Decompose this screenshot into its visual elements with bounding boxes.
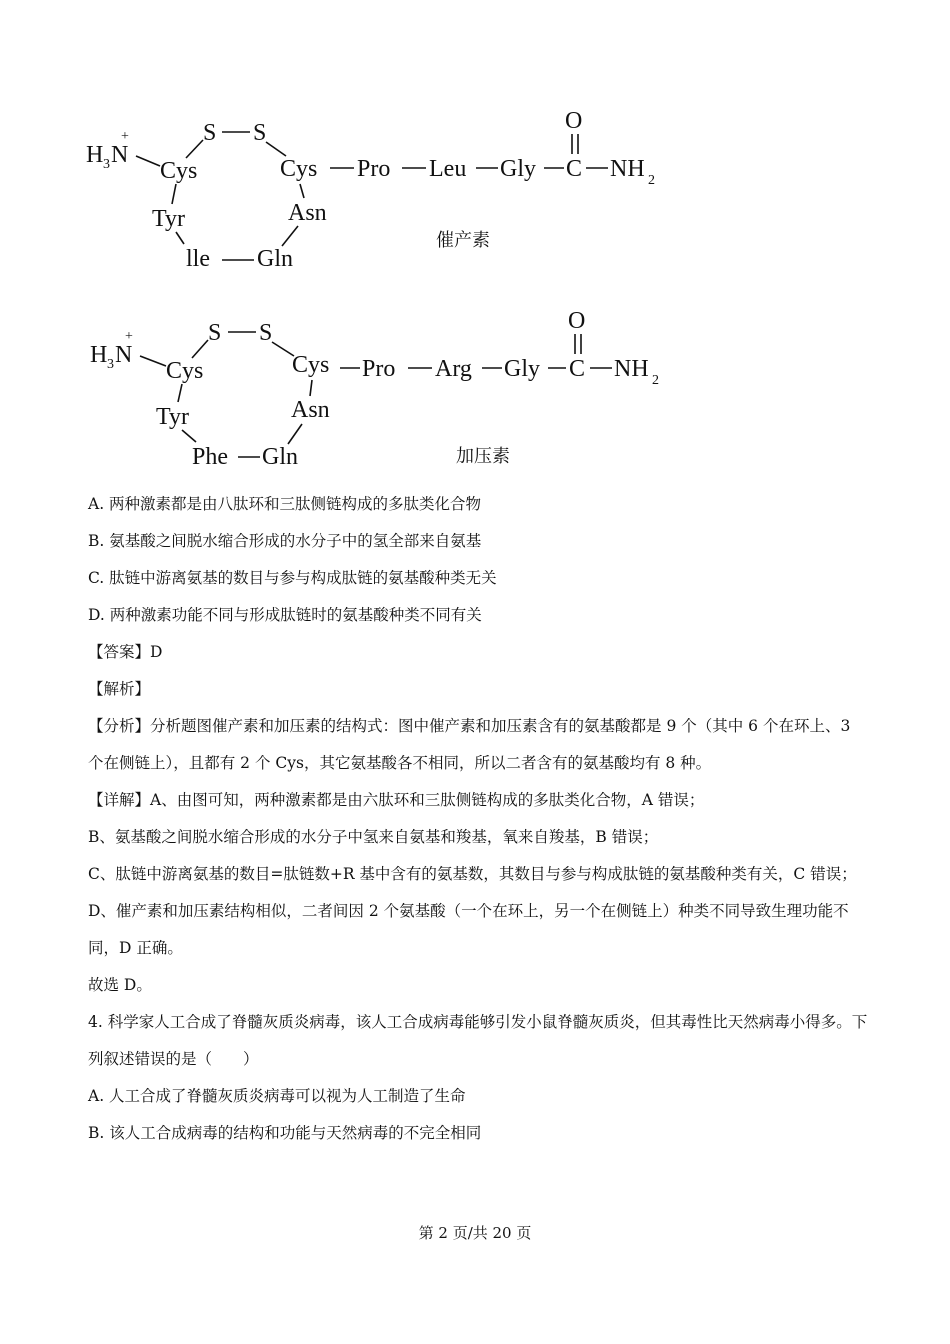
bond-asn-cys [310, 380, 312, 396]
asn-label: Asn [291, 397, 330, 423]
bond-s-cys2 [266, 142, 286, 156]
o-label: O [565, 108, 583, 134]
gln-label: Gln [262, 444, 298, 470]
s1-label: S [203, 120, 217, 146]
bond-n-cys [136, 156, 160, 166]
bond-cys-s [192, 340, 208, 358]
vasopressin-structure-diagram [0, 300, 950, 480]
detail-a-text: A、由图可知，两种激素都是由六肽环和三肽侧链构成的多肽类化合物，A 错误； [150, 791, 705, 809]
h3n-n: N [111, 142, 129, 168]
analysis-paragraph [88, 708, 868, 782]
conclusion: 故选 D。 [88, 976, 152, 994]
gln-label: Gln [257, 246, 293, 272]
answer-label: 【答案】 [88, 643, 151, 661]
oxytocin-structure-diagram [0, 100, 950, 290]
question-content [88, 486, 868, 1152]
h3n-sub: 3 [107, 357, 114, 372]
h3n-h: H [90, 342, 108, 368]
h3n-h: H [86, 142, 104, 168]
h3n-plus: + [121, 129, 129, 144]
s1-label: S [208, 320, 222, 346]
analysis-text: 分析题图催产素和加压素的结构式：图中催产素和加压素含有的氨基酸都是 9 个（其中 6 个在环上、3 个在侧链上），且都有 2 个 Cys，其它氨基酸各不相同，所以二者含有的氨基酸均有 8 种。 [88, 717, 851, 772]
pro-label: Pro [362, 356, 396, 382]
detail-a [88, 782, 868, 819]
answer-line [88, 634, 868, 671]
bond-n-cys [140, 356, 166, 366]
detail-d: D、催产素和加压素结构相似，二者间因 2 个氨基酸（一个在环上，另一个在侧链上）种类不同导致生理功能不同，D 正确。 [88, 902, 849, 957]
bond-tyr-ile [176, 232, 184, 244]
gly-label: Gly [504, 356, 540, 382]
question4-stem: 4. 科学家人工合成了脊髓灰质炎病毒，该人工合成病毒能够引发小鼠脊髓灰质炎，但其毒性比天然病毒小得多。下列叙述错误的是（ ） [88, 1013, 868, 1068]
detail-label: 【详解】 [88, 791, 151, 809]
detail-b: B、氨基酸之间脱水缩合形成的水分子中氢来自氨基和羧基，氧来自羧基，B 错误； [88, 828, 659, 846]
bond-cys-s [186, 140, 203, 158]
bond-gln-asn [282, 226, 298, 246]
ile-label: lle [186, 246, 210, 272]
tyr-label: Tyr [152, 206, 185, 232]
oxytocin-caption: 催产素 [436, 230, 490, 251]
h3n-plus: + [125, 329, 133, 344]
nh2-label: NH [614, 356, 649, 382]
c-label: C [569, 356, 586, 382]
s2-label: S [259, 320, 273, 346]
analysis-label: 【分析】 [88, 717, 151, 735]
option-a: A. 两种激素都是由八肽环和三肽侧链构成的多肽类化合物 [88, 495, 482, 513]
cys2-label: Cys [292, 352, 330, 378]
analysis-heading: 【解析】 [88, 680, 151, 698]
s2-label: S [253, 120, 267, 146]
nh2-sub: 2 [648, 173, 655, 188]
cys1-label: Cys [166, 358, 204, 384]
answer-value: D [150, 643, 163, 661]
c-label: C [566, 156, 583, 182]
arg-label: Arg [435, 356, 472, 382]
question4-option-b: B. 该人工合成病毒的结构和功能与天然病毒的不完全相同 [88, 1124, 482, 1142]
cys2-label: Cys [280, 156, 318, 182]
bond-gln-asn [288, 424, 302, 444]
tyr-label: Tyr [156, 404, 189, 430]
vasopressin-caption: 加压素 [456, 446, 510, 467]
cys1-label: Cys [160, 158, 198, 184]
nh2-sub: 2 [652, 373, 659, 388]
gly-label: Gly [500, 156, 536, 182]
bond-asn-cys [300, 184, 304, 198]
pro-label: Pro [357, 156, 391, 182]
bond-s-cys2 [272, 342, 294, 356]
option-b: B. 氨基酸之间脱水缩合形成的水分子中的氢全部来自氨基 [88, 532, 482, 550]
h3n-sub: 3 [103, 157, 110, 172]
phe-label: Phe [192, 444, 228, 470]
leu-label: Leu [429, 156, 467, 182]
nh2-label: NH [610, 156, 645, 182]
h3n-n: N [115, 342, 133, 368]
question4-option-a: A. 人工合成了脊髓灰质炎病毒可以视为人工制造了生命 [88, 1087, 466, 1105]
bond-tyr-phe [182, 430, 196, 442]
option-c: C. 肽链中游离氨基的数目与参与构成肽链的氨基酸种类无关 [88, 569, 497, 587]
bond-cys-tyr [178, 384, 182, 402]
detail-c: C、肽链中游离氨基的数目=肽链数+R 基中含有的氨基数，其数目与参与构成肽链的氨基酸种类有关，C 错误； [88, 865, 857, 883]
o-label: O [568, 308, 586, 334]
asn-label: Asn [288, 200, 327, 226]
bond-cys-tyr [172, 184, 176, 204]
page-footer: 第 2 页/共 20 页 [418, 1224, 532, 1242]
option-d: D. 两种激素功能不同与形成肽链时的氨基酸种类不同有关 [88, 606, 482, 624]
